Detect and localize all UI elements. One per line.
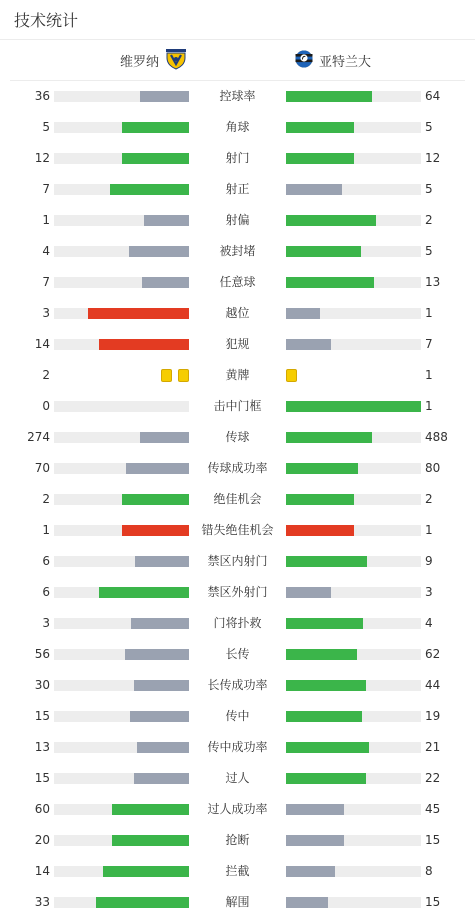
home-bar-track xyxy=(54,897,189,908)
stat-label: 长传 xyxy=(225,647,250,661)
stat-label: 射偏 xyxy=(225,213,250,227)
home-yellow-cards xyxy=(161,369,189,382)
home-bar-track xyxy=(54,525,189,536)
away-value: 4 xyxy=(425,616,433,630)
stat-row xyxy=(0,143,475,174)
away-bar-track xyxy=(286,649,421,660)
stat-label: 抢断 xyxy=(225,833,250,847)
home-bar-fill xyxy=(134,680,189,691)
home-bar-track xyxy=(54,711,189,722)
away-value: 21 xyxy=(425,740,441,754)
home-value: 36 xyxy=(34,89,50,103)
home-bar-fill xyxy=(140,91,189,102)
away-value: 15 xyxy=(425,895,441,909)
home-bar-track xyxy=(54,773,189,784)
away-bar-fill xyxy=(286,556,367,567)
home-bar-track xyxy=(54,432,189,443)
away-value: 45 xyxy=(425,802,441,816)
home-bar-fill xyxy=(110,184,189,195)
home-bar-fill xyxy=(99,587,189,598)
away-value: 19 xyxy=(425,709,441,723)
home-bar-fill xyxy=(88,308,189,319)
home-value: 7 xyxy=(42,182,50,196)
away-bar-track xyxy=(286,897,421,908)
home-value: 2 xyxy=(42,368,50,382)
home-value: 0 xyxy=(42,399,50,413)
stat-label: 传球成功率 xyxy=(207,461,268,475)
away-bar-fill xyxy=(286,649,357,660)
home-bar-fill xyxy=(122,122,190,133)
away-bar-fill xyxy=(286,184,342,195)
away-value: 2 xyxy=(425,492,433,506)
stat-row xyxy=(0,608,475,639)
away-value: 1 xyxy=(425,306,433,320)
away-value: 3 xyxy=(425,585,433,599)
away-value: 44 xyxy=(425,678,441,692)
stat-label: 禁区外射门 xyxy=(207,585,268,599)
home-bar-fill xyxy=(125,649,189,660)
away-value: 22 xyxy=(425,771,441,785)
home-bar-fill xyxy=(96,897,189,908)
home-value: 33 xyxy=(34,895,50,909)
stat-row xyxy=(0,577,475,608)
away-yellow-cards xyxy=(286,369,297,382)
away-value: 13 xyxy=(425,275,441,289)
stat-row xyxy=(0,825,475,856)
away-value: 1 xyxy=(425,399,433,413)
stat-label: 越位 xyxy=(225,306,250,320)
stat-row xyxy=(0,298,475,329)
stats-list xyxy=(0,81,475,918)
stat-label: 禁区内射门 xyxy=(207,554,268,568)
stat-label: 长传成功率 xyxy=(207,678,268,692)
stat-label: 犯规 xyxy=(225,337,250,351)
stats-header xyxy=(0,0,475,40)
stat-row xyxy=(0,670,475,701)
away-bar-fill xyxy=(286,742,369,753)
away-bar-fill xyxy=(286,153,354,164)
home-bar-fill xyxy=(140,432,189,443)
stat-row xyxy=(0,484,475,515)
away-value: 9 xyxy=(425,554,433,568)
teams-row xyxy=(10,40,465,81)
stat-row xyxy=(0,732,475,763)
away-bar-track xyxy=(286,339,421,350)
away-bar-fill xyxy=(286,308,320,319)
away-value: 15 xyxy=(425,833,441,847)
stat-label: 绝佳机会 xyxy=(213,492,262,506)
stat-row xyxy=(0,856,475,887)
stat-row xyxy=(0,701,475,732)
away-bar-fill xyxy=(286,711,362,722)
away-bar-track xyxy=(286,618,421,629)
stat-label: 任意球 xyxy=(219,275,256,289)
stat-label: 解围 xyxy=(225,895,250,909)
yellow-card-icon xyxy=(161,369,172,382)
away-bar-fill xyxy=(286,463,358,474)
stat-row xyxy=(0,887,475,918)
home-bar-fill xyxy=(129,246,189,257)
home-bar-track xyxy=(54,122,189,133)
home-bar-track xyxy=(54,246,189,257)
away-bar-fill xyxy=(286,277,374,288)
stat-row xyxy=(0,205,475,236)
away-value: 2 xyxy=(425,213,433,227)
stat-label: 传中 xyxy=(225,709,250,723)
home-value: 3 xyxy=(42,306,50,320)
away-bar-track xyxy=(286,773,421,784)
away-bar-track xyxy=(286,122,421,133)
stat-row xyxy=(0,453,475,484)
away-bar-fill xyxy=(286,897,328,908)
away-bar-fill xyxy=(286,401,421,412)
stat-row xyxy=(0,546,475,577)
stat-row xyxy=(0,236,475,267)
home-bar-track xyxy=(54,215,189,226)
stat-label: 传球 xyxy=(225,430,250,444)
home-value: 56 xyxy=(34,647,50,661)
home-value: 5 xyxy=(42,120,50,134)
away-value: 12 xyxy=(425,151,441,165)
yellow-card-icon xyxy=(178,369,189,382)
home-bar-track xyxy=(54,339,189,350)
home-value: 15 xyxy=(34,771,50,785)
home-value: 14 xyxy=(34,337,50,351)
away-bar-fill xyxy=(286,866,335,877)
home-bar-track xyxy=(54,804,189,815)
home-value: 3 xyxy=(42,616,50,630)
home-bar-track xyxy=(54,556,189,567)
home-value: 60 xyxy=(34,802,50,816)
home-bar-track xyxy=(54,680,189,691)
away-value: 64 xyxy=(425,89,441,103)
stat-label: 黄牌 xyxy=(225,368,250,382)
stat-row xyxy=(0,81,475,112)
home-bar-track xyxy=(54,401,189,412)
home-value: 1 xyxy=(42,213,50,227)
home-bar-fill xyxy=(131,618,189,629)
home-bar-fill xyxy=(135,556,189,567)
away-bar-track xyxy=(286,463,421,474)
away-bar-fill xyxy=(286,91,372,102)
home-bar-track xyxy=(54,184,189,195)
stat-row xyxy=(0,391,475,422)
home-bar-fill xyxy=(112,835,189,846)
home-value: 7 xyxy=(42,275,50,289)
away-bar-fill xyxy=(286,587,331,598)
away-value: 1 xyxy=(425,523,433,537)
stat-label: 过人 xyxy=(225,771,250,785)
away-bar-track xyxy=(286,742,421,753)
stat-label: 被封堵 xyxy=(219,244,256,258)
away-bar-fill xyxy=(286,215,376,226)
away-bar-track xyxy=(286,680,421,691)
away-bar-track xyxy=(286,866,421,877)
away-bar-track xyxy=(286,711,421,722)
home-bar-track xyxy=(54,587,189,598)
away-bar-fill xyxy=(286,246,361,257)
away-team-name: 亚特兰大 xyxy=(319,55,372,70)
away-bar-fill xyxy=(286,122,354,133)
away-bar-track xyxy=(286,432,421,443)
home-bar-fill xyxy=(122,494,190,505)
stat-row xyxy=(0,422,475,453)
away-value: 8 xyxy=(425,864,433,878)
home-bar-track xyxy=(54,153,189,164)
away-bar-track xyxy=(286,494,421,505)
home-team[interactable] xyxy=(120,40,187,81)
yellow-card-icon xyxy=(286,369,297,382)
stat-row xyxy=(0,515,475,546)
stat-label: 门将扑救 xyxy=(213,616,262,630)
away-bar-fill xyxy=(286,525,354,536)
away-bar-track xyxy=(286,277,421,288)
home-bar-track xyxy=(54,91,189,102)
home-value: 13 xyxy=(34,740,50,754)
away-bar-fill xyxy=(286,618,363,629)
home-bar-track xyxy=(54,308,189,319)
stat-row xyxy=(0,763,475,794)
home-bar-fill xyxy=(126,463,189,474)
home-bar-track xyxy=(54,742,189,753)
page-title: 技术统计 xyxy=(14,11,79,30)
away-bar-track xyxy=(286,804,421,815)
home-bar-fill xyxy=(99,339,189,350)
home-value: 15 xyxy=(34,709,50,723)
home-value: 6 xyxy=(42,585,50,599)
stat-label: 射门 xyxy=(225,151,250,165)
away-value: 7 xyxy=(425,337,433,351)
home-value: 20 xyxy=(34,833,50,847)
stat-label: 角球 xyxy=(225,120,250,134)
away-bar-fill xyxy=(286,680,366,691)
home-bar-fill xyxy=(122,153,190,164)
stat-row xyxy=(0,794,475,825)
stat-label: 错失绝佳机会 xyxy=(201,523,274,537)
stat-label: 击中门框 xyxy=(213,399,262,413)
away-bar-fill xyxy=(286,835,344,846)
away-bar-track xyxy=(286,246,421,257)
stat-row xyxy=(0,112,475,143)
home-bar-track xyxy=(54,494,189,505)
stat-label: 射正 xyxy=(225,182,250,196)
home-value: 14 xyxy=(34,864,50,878)
home-bar-track xyxy=(54,835,189,846)
away-value: 1 xyxy=(425,368,433,382)
away-bar-track xyxy=(286,525,421,536)
hellas-verona-crest-icon xyxy=(165,48,187,74)
home-value: 6 xyxy=(42,554,50,568)
away-bar-fill xyxy=(286,339,331,350)
home-bar-track xyxy=(54,277,189,288)
home-bar-fill xyxy=(103,866,189,877)
home-bar-track xyxy=(54,618,189,629)
home-bar-fill xyxy=(130,711,190,722)
away-bar-track xyxy=(286,91,421,102)
home-value: 2 xyxy=(42,492,50,506)
home-bar-fill xyxy=(137,742,189,753)
home-value: 1 xyxy=(42,523,50,537)
stat-row xyxy=(0,267,475,298)
home-value: 30 xyxy=(34,678,50,692)
stat-label: 过人成功率 xyxy=(207,802,268,816)
stat-row xyxy=(0,360,475,391)
atalanta-crest-icon xyxy=(295,47,313,75)
away-value: 5 xyxy=(425,120,433,134)
away-bar-fill xyxy=(286,804,344,815)
home-value: 4 xyxy=(42,244,50,258)
away-bar-track xyxy=(286,184,421,195)
away-bar-track xyxy=(286,401,421,412)
home-bar-track xyxy=(54,463,189,474)
away-bar-track xyxy=(286,215,421,226)
away-bar-fill xyxy=(286,432,372,443)
home-team-name: 维罗纳 xyxy=(119,55,159,70)
home-bar-track xyxy=(54,866,189,877)
home-bar-fill xyxy=(134,773,189,784)
away-bar-track xyxy=(286,587,421,598)
home-value: 274 xyxy=(27,430,50,444)
stat-row xyxy=(0,639,475,670)
away-bar-track xyxy=(286,153,421,164)
away-value: 488 xyxy=(425,430,448,444)
away-value: 5 xyxy=(425,182,433,196)
away-bar-fill xyxy=(286,773,366,784)
home-bar-track xyxy=(54,649,189,660)
away-bar-fill xyxy=(286,494,354,505)
away-value: 5 xyxy=(425,244,433,258)
away-value: 62 xyxy=(425,647,441,661)
stat-label: 传中成功率 xyxy=(207,740,268,754)
away-bar-track xyxy=(286,835,421,846)
away-bar-track xyxy=(286,308,421,319)
away-value: 80 xyxy=(425,461,441,475)
home-bar-fill xyxy=(144,215,189,226)
home-value: 12 xyxy=(34,151,50,165)
home-value: 70 xyxy=(34,461,50,475)
stat-row xyxy=(0,329,475,360)
away-bar-track xyxy=(286,556,421,567)
home-bar-fill xyxy=(142,277,189,288)
stat-label: 拦截 xyxy=(225,864,250,878)
stat-label: 控球率 xyxy=(219,89,256,103)
home-bar-fill xyxy=(122,525,190,536)
away-team[interactable] xyxy=(295,40,371,81)
stat-row xyxy=(0,174,475,205)
home-bar-fill xyxy=(112,804,189,815)
